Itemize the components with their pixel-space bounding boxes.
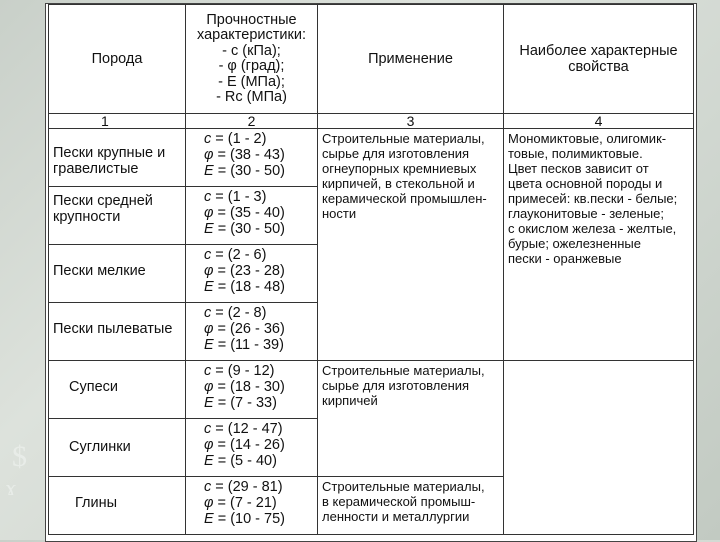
- rock-name: [49, 187, 186, 245]
- rock-name-line: Глины: [75, 495, 118, 511]
- application-line: Строительные материалы,: [322, 131, 485, 146]
- background-decoration-dollar: $: [12, 440, 27, 473]
- strength-values: [186, 361, 318, 419]
- header-strength: [186, 5, 318, 114]
- strength-values: [186, 303, 318, 361]
- rock-name: [49, 129, 186, 187]
- friction-angle-value: φ = (38 - 43): [204, 147, 285, 163]
- column-number: 2: [186, 114, 318, 129]
- cohesion-value: c = (12 - 47): [204, 421, 283, 437]
- header-strength-line: - Rc (МПа): [216, 89, 287, 105]
- rock-name-line: Пески пылеватые: [53, 321, 173, 337]
- cohesion-value: c = (1 - 2): [204, 131, 267, 147]
- header-rock: Порода: [49, 5, 186, 114]
- rock-name: [49, 477, 186, 535]
- rock-name-line: Пески средней: [53, 193, 153, 209]
- application-line: огнеупорных кремниевых: [322, 161, 477, 176]
- rock-name-line: гравелистые: [53, 161, 139, 177]
- application-clays: [318, 477, 504, 535]
- column-number: 4: [504, 114, 694, 129]
- rock-name: [49, 361, 186, 419]
- modulus-value: E = (10 - 75): [204, 511, 285, 527]
- modulus-value: E = (18 - 48): [204, 279, 285, 295]
- modulus-value: E = (30 - 50): [204, 163, 285, 179]
- friction-angle-value: φ = (35 - 40): [204, 205, 285, 221]
- application-line: в керамической промыш-: [322, 494, 476, 509]
- strength-values: [186, 129, 318, 187]
- strength-values: [186, 245, 318, 303]
- cohesion-value: c = (2 - 8): [204, 305, 267, 321]
- application-line: кирпичей: [322, 393, 378, 408]
- header-properties-line: свойства: [568, 59, 629, 75]
- rock-name: [49, 419, 186, 477]
- header-strength-line: - E (МПа);: [218, 73, 285, 90]
- friction-angle-value: φ = (26 - 36): [204, 321, 285, 337]
- header-properties-line: Наиболее характерные: [519, 43, 678, 59]
- property-line: примесей: кв.пески - белые;: [508, 191, 678, 206]
- friction-angle-value: φ = (18 - 30): [204, 379, 285, 395]
- application-sands: [318, 129, 504, 361]
- modulus-value: E = (5 - 40): [204, 453, 277, 469]
- friction-angle-value: φ = (23 - 28): [204, 263, 285, 279]
- header-strength-line: Прочностные: [206, 11, 297, 28]
- property-line: цвета основной породы и: [508, 176, 663, 191]
- properties-clays: [504, 361, 694, 535]
- application-line: Строительные материалы,: [322, 363, 485, 378]
- property-line: пески - оранжевые: [508, 251, 622, 266]
- document-sheet: [45, 3, 697, 542]
- property-line: товые, полимиктовые.: [508, 146, 643, 161]
- application-line: керамической промышлен-: [322, 191, 487, 206]
- rock-name-line: Пески крупные и: [53, 145, 166, 161]
- cohesion-value: c = (9 - 12): [204, 363, 275, 379]
- modulus-value: E = (30 - 50): [204, 221, 285, 237]
- strength-values: [186, 187, 318, 245]
- application-loams: [318, 361, 504, 477]
- header-row: [49, 5, 694, 114]
- property-line: глауконитовые - зеленые;: [508, 206, 664, 221]
- property-line: бурые; ожелезненные: [508, 236, 641, 251]
- modulus-value: E = (11 - 39): [204, 337, 284, 353]
- application-line: кирпичей, в стекольной и: [322, 176, 475, 191]
- column-number: 1: [49, 114, 186, 129]
- cohesion-value: c = (29 - 81): [204, 479, 283, 495]
- soil-properties-table: [48, 4, 694, 535]
- background-decoration-glyph: ɤ: [6, 475, 16, 500]
- column-number-row: [49, 114, 694, 129]
- table-row: [49, 129, 694, 187]
- application-line: Строительные материалы,: [322, 479, 485, 494]
- header-strength-line: - φ (град);: [218, 58, 285, 74]
- rock-name-line: Пески мелкие: [53, 263, 146, 279]
- application-line: ленности и металлургии: [322, 509, 470, 524]
- rock-name-line: крупности: [53, 209, 121, 225]
- header-strength-line: характеристики:: [197, 27, 306, 43]
- rock-name-line: Суглинки: [69, 439, 131, 455]
- application-line: ности: [322, 206, 357, 221]
- property-line: Цвет песков зависит от: [508, 161, 649, 176]
- rock-name-line: Супеси: [69, 379, 118, 395]
- application-line: сырье для изготовления: [322, 146, 470, 161]
- properties-sands: [504, 129, 694, 361]
- column-number: 3: [318, 114, 504, 129]
- header-strength-line: - c (кПа);: [222, 42, 281, 59]
- application-line: сырье для изготовления: [322, 378, 470, 393]
- cohesion-value: c = (2 - 6): [204, 247, 267, 263]
- friction-angle-value: φ = (7 - 21): [204, 495, 277, 511]
- table-row: [49, 361, 694, 419]
- property-line: с окислом железа - желтые,: [508, 221, 677, 236]
- cohesion-value: c = (1 - 3): [204, 189, 267, 205]
- friction-angle-value: φ = (14 - 26): [204, 437, 285, 453]
- modulus-value: E = (7 - 33): [204, 395, 277, 411]
- header-application: Применение: [318, 5, 504, 114]
- header-properties: [504, 5, 694, 114]
- rock-name: [49, 303, 186, 361]
- rock-name: [49, 245, 186, 303]
- strength-values: [186, 419, 318, 477]
- property-line: Мономиктовые, олигомик-: [508, 131, 667, 146]
- strength-values: [186, 477, 318, 535]
